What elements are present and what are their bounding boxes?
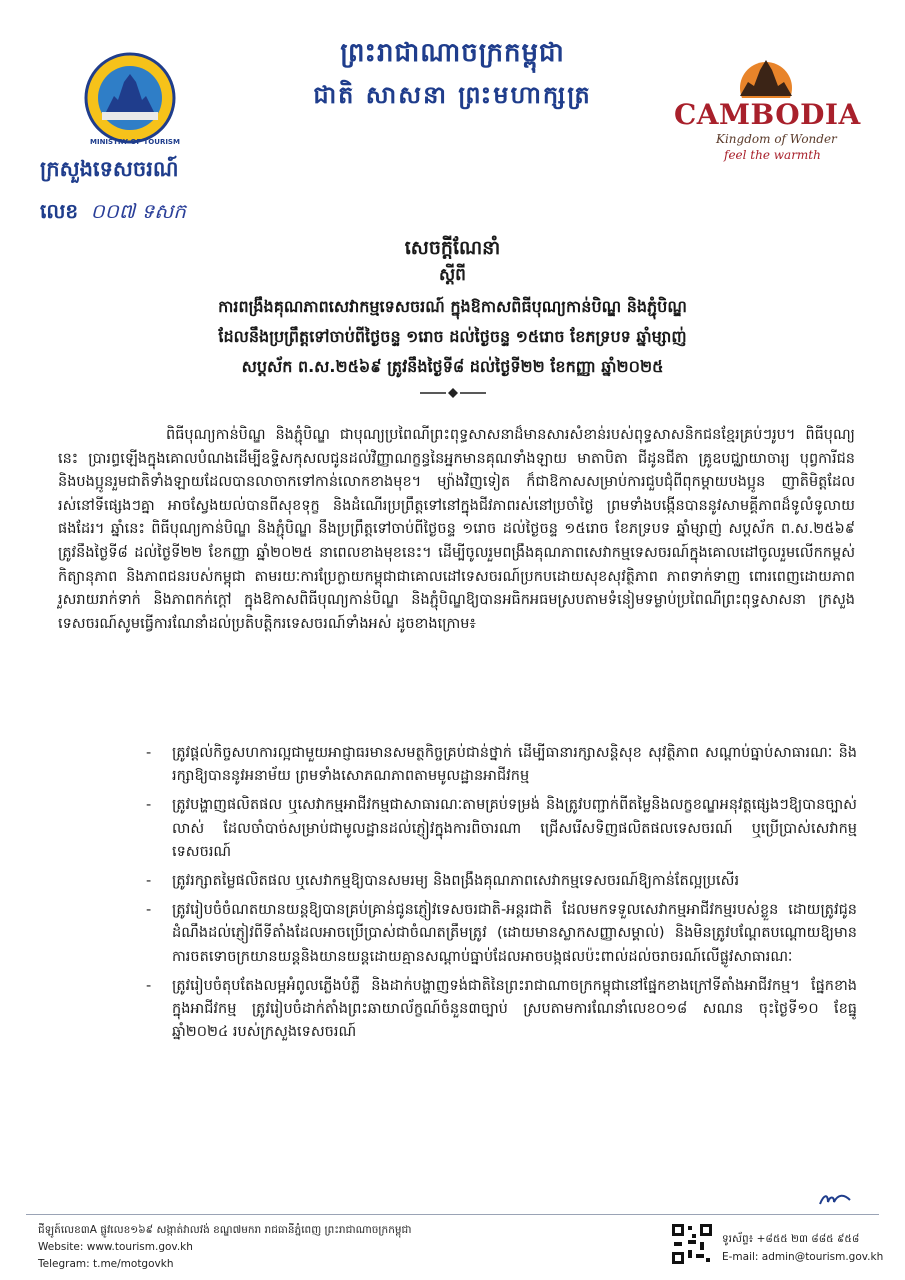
footer-phone: ទូរស័ព្ទ៖ +៨៥៥ ២៣ ៨៨៥ ៩៥៨ (722, 1233, 860, 1245)
document-about: ស្តីពី (439, 265, 466, 285)
subject-line: សប្តស័ក ព.ស.២៥៦៩ ត្រូវនឹងថ្ងៃទី៨ ដល់ថ្ងៃទី២២ ខែកញ្ញា ឆ្នាំ២០២៥ (241, 357, 664, 376)
directive-text: ត្រូវរៀបចំតុបតែងលម្អអំពូលភ្លើងបំភ្លឺ និងដាក់បង្ហាញទង់ជាតិនៃព្រះរាជាណាចក្រកម្ពុជានៅផ្នែកខាងក្រៅទីតាំងអាជីវកម្ម។ ផ្នែកខាងក្នុងអាជីវកម្ម ត្រូវរៀបចំដាក់តាំងព្រះឆាយាល័ក្ខណ៍ចំនួន៣ច្បាប់ ស្របតាមការណែនាំលេខ០១៨ សណន ចុះថ្ងៃទី១០ ខែធ្នូ ឆ្នាំ២០២៤ របស់ក្រសួងទេសចរណ៍ (172, 977, 857, 1041)
footer-email[interactable]: E-mail: admin@tourism.gov.kh (722, 1251, 884, 1263)
doc-number-value: ០០៧ ទសក (90, 199, 186, 223)
cambodia-brand-logo (668, 48, 868, 168)
ministry-logo (84, 52, 176, 144)
subject-line: ដែលនឹងប្រព្រឹត្តទៅចាប់ពីថ្ងៃចន្ទ ១រោច ដល់ថ្ងៃចន្ទ ១៥រោច ខែភទ្របទ ឆ្នាំម្សាញ់ (218, 327, 687, 346)
qr-code (670, 1222, 714, 1266)
footer-contact-left (38, 1222, 412, 1273)
directive-text: ត្រូវផ្តល់កិច្ចសហការល្អជាមួយអាជ្ញាធរមានសមត្ថកិច្ចគ្រប់ជាន់ថ្នាក់ ដើម្បីធានារក្សាសន្តិសុខ សុវត្ថិភាព សណ្តាប់ធ្នាប់សាធារណៈ និងរក្សាឱ្យបាននូវអនាម័យ ព្រមទាំងសោភណភាពតាមមូលដ្ឋានអាជីវកម្ម (172, 745, 857, 785)
subject-line: ការពង្រឹងគុណភាពសេវាកម្មទេសចរណ៍ ក្នុងឱកាសពិធីបុណ្យកាន់បិណ្ឌ និងភ្ជុំបិណ្ឌ (218, 297, 687, 316)
initial-signature (818, 1190, 852, 1208)
list-item (146, 794, 857, 864)
list-bullet: - (146, 873, 152, 890)
list-bullet: - (146, 977, 152, 994)
list-item (146, 742, 857, 788)
directive-text: ត្រូវរៀបចំចំណតយានយន្តឱ្យបានគ្រប់គ្រាន់ជូនភ្ញៀវទេសចរជាតិ-អន្តរជាតិ ដែលមកទទួលសេវាកម្មអាជីវកម្មរបស់ខ្លួន ដោយត្រូវជូនដំណឹងដល់ភ្ញៀវពីទីតាំងដែលអាចប្រើប្រាស់ជាចំណតត្រឹមត្រូវ (ដោយមានស្លាកសញ្ញាសម្គាល់) និងមិនត្រូវបណ្តែតបណ្តោយឱ្យមានការចតទោចក្រយានយន្តនិងយានយន្តដោយគ្មានសណ្តាប់ធ្នាប់ដែលអាចបង្កផលប៉ះពាល់ដល់ចរាចរណ៍លើផ្លូវសាធារណៈ (172, 902, 857, 965)
list-bullet: - (146, 902, 152, 919)
doc-number-label: លេខ (40, 199, 79, 223)
document-subject (70, 292, 835, 382)
list-item (146, 899, 857, 969)
footer-contact-right (722, 1230, 883, 1266)
directive-text: ត្រូវរក្សាតម្លៃផលិតផល ឬសេវាកម្មឱ្យបានសមរម្យ និងពង្រឹងគុណភាពសេវាកម្មទេសចរណ៍ឱ្យកាន់តែល្អប្រសើរ (172, 873, 740, 890)
kingdom-heading: ព្រះរាជាណាចក្រកម្ពុជា (340, 38, 565, 68)
document-number (40, 198, 186, 228)
footer-divider (26, 1214, 879, 1215)
directive-text: ត្រូវបង្ហាញផលិតផល ឬសេវាកម្មអាជីវកម្មជាសាធារណៈតាមគ្រប់ទម្រង់ និងត្រូវបញ្ជាក់ពីតម្លៃនិងលក្ខខណ្ឌអនុវត្តផ្សេងៗឱ្យបានច្បាស់លាស់ ដែលចាំបាច់សម្រាប់ជាមូលដ្ឋានដល់ភ្ញៀវក្នុងការពិចារណា ជ្រើសរើសទិញផលិតផលទេសចរណ៍ ឬប្រើប្រាស់សេវាកម្មទេសចរណ៍ (172, 797, 857, 860)
directive-list (146, 742, 857, 1050)
list-item (146, 870, 857, 893)
list-bullet: - (146, 745, 152, 761)
brand-name: CAMBODIA (674, 98, 861, 131)
footer-telegram[interactable]: Telegram: t.me/motgovkh (38, 1258, 174, 1270)
ministry-logo-text: MINISTRY OF TOURISM (90, 138, 180, 146)
list-item (146, 975, 857, 1045)
document-title: សេចក្តីណែនាំ (404, 237, 501, 259)
footer-address: ជីឡូត៍លេខ៣A ផ្លូវលេខ១៦៩ សង្កាត់វាលវង់ ខណ្ឌ៧មករា រាជធានីភ្នំពេញ ព្រះរាជាណាចក្រកម្ពុជា (38, 1224, 412, 1236)
ministry-name: ក្រសួងទេសចរណ៍ (40, 157, 179, 181)
temple-sun-icon (726, 48, 806, 98)
footer-website[interactable]: Website: www.tourism.gov.kh (38, 1241, 193, 1253)
intro-paragraph: ពិធីបុណ្យកាន់បិណ្ឌ និងភ្ជុំបិណ្ឌ ជាបុណ្យប្រពៃណីព្រះពុទ្ធសាសនាដ៏មានសារសំខាន់របស់ពុទ្ធសាសនិកជនខ្មែរគ្រប់ៗរូប។ ពិធីបុណ្យនេះ ប្រារព្ធឡើងក្នុងគោលបំណងដើម្បីឧទ្ទិសកុសលជូនដល់វិញ្ញាណក្ខន្ធនៃអ្នកមានគុណទាំងឡាយ មាតាបិតា ជីដូនជីតា គ្រូឧបជ្ឈាយាចារ្យ បុព្វការីជន និងបងប្អូនរួមជាតិទាំងឡាយដែលបានលាចាកទៅកាន់លោកខាងមុខ។ ម្យ៉ាងវិញទៀត ក៏ជាឱកាសសម្រាប់ការជួបជុំពីពុកម្តាយបងប្អូន ញាតិមិត្តដែលរស់នៅទីផ្សេងៗគ្នា អាចស្វែងយល់បានពីសុខទុក្ខ និងដំណើរប្រព្រឹត្តទៅនៅក្នុងជីវភាពរស់នៅប្រចាំថ្ងៃ ព្រមទាំងបង្កើនបាននូវសាមគ្គីភាពដ៏ទូលំទូលាយផងដែរ។ ឆ្នាំនេះ ពិធីបុណ្យកាន់បិណ្ឌ និងភ្ជុំបិណ្ឌ នឹងប្រព្រឹត្តទៅចាប់ពីថ្ងៃចន្ទ ១រោច ដល់ថ្ងៃចន្ទ ១៥រោច ខែភទ្របទ ឆ្នាំម្សាញ់ សប្តស័ក ព.ស.២៥៦៩ ត្រូវនឹងថ្ងៃទី៨ ដល់ថ្ងៃទី២២ ខែកញ្ញា ឆ្នាំ២០២៥ នាពេលខាងមុខនេះ។ ដើម្បីចូលរួមពង្រឹងគុណភាពសេវាកម្មទេសចរណ៍ក្នុងគោលដៅចូលរួមលើកកម្ពស់កិត្យានុភាព និងភាពជនរបស់កម្ពុជា តាមរយៈការប្រែក្លាយកម្ពុជាជាគោលដៅទេសចរណ៍ប្រកបដោយសុខសុវត្ថិភាព ភាពទាក់ទាញ ពោរពេញដោយភាពរួសរាយរាក់ទាក់ និងភាពកក់ក្តៅ ក្នុងឱកាសពិធីបុណ្យកាន់បិណ្ឌ និងភ្ជុំបិណ្ឌឱ្យបានអធិកអធមស្របតាមទំនៀមទម្លាប់ប្រពៃណីព្រះពុទ្ធសាសនា ក្រសួងទេសចរណ៍សូមធ្វើការណែនាំដល់ប្រតិបត្តិករទេសចរណ៍ទាំងអស់ ដូចខាងក្រោម៖ (58, 427, 855, 632)
brand-slogan: feel the warmth (724, 148, 821, 162)
national-motto: ជាតិ សាសនា ព្រះមហាក្សត្រ (313, 81, 592, 109)
list-bullet: - (146, 797, 152, 814)
brand-tagline: Kingdom of Wonder (716, 132, 837, 146)
divider-ornament (420, 384, 486, 396)
